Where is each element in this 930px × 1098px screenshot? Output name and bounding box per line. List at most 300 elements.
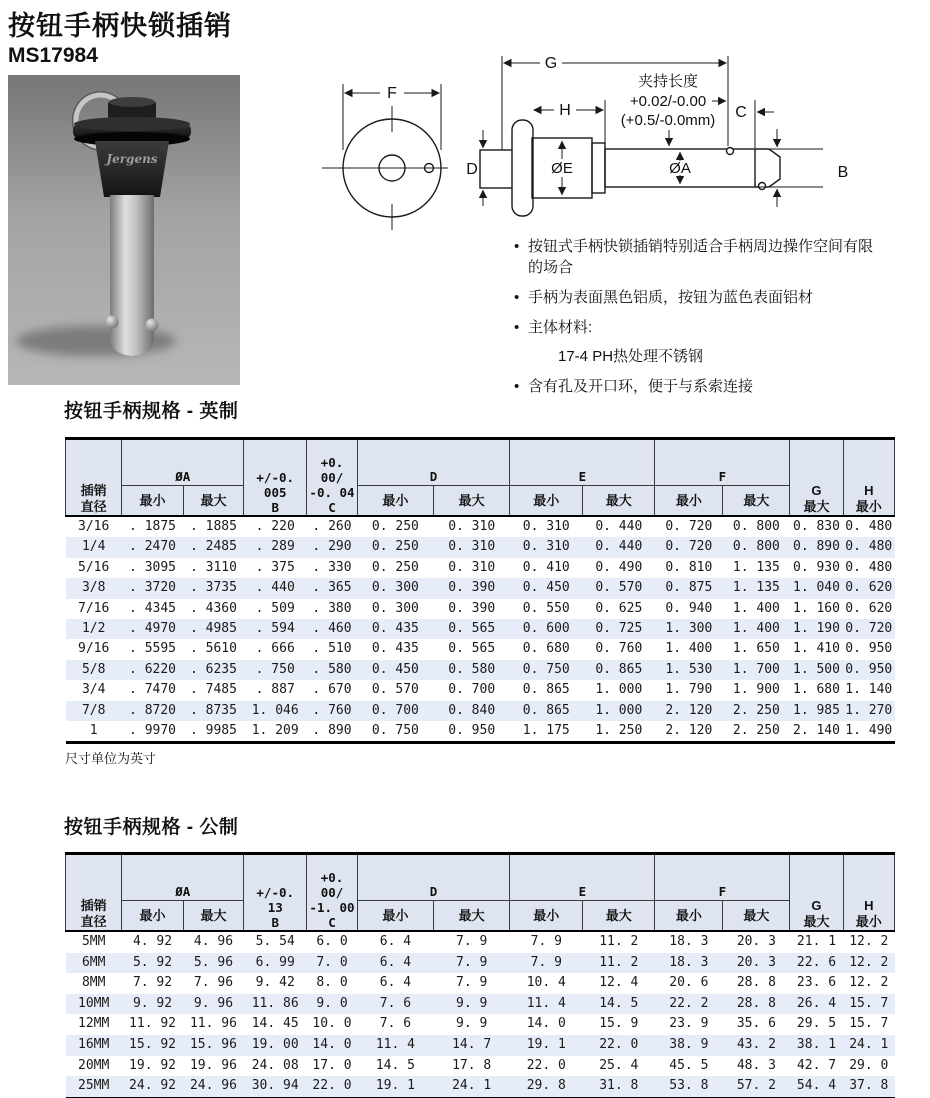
table-cell: 22. 0 (583, 1035, 655, 1056)
table-cell: 11. 2 (583, 953, 655, 974)
list-item (514, 317, 926, 367)
feature-text: 手柄为表面黑色铝质，按钮为蓝色表面铝材 (528, 289, 814, 306)
table-cell: 2. 250 (732, 723, 780, 739)
feature-text: 的场合 (528, 259, 574, 276)
handle-grip (95, 141, 169, 197)
table-cell: 0. 570 (583, 578, 655, 598)
table-cell: 7. 92 (132, 975, 173, 991)
table-cell: . 580 (307, 660, 358, 680)
table-cell: 0. 700 (448, 682, 496, 698)
subheader-min: 最小 (357, 901, 433, 932)
table-cell: . 5595 (129, 641, 177, 657)
table-cell: 0. 620 (845, 600, 893, 616)
table-cell: 0. 565 (434, 619, 510, 639)
table-cell: 14. 5 (583, 994, 655, 1015)
table-cell: 1/2 (66, 619, 122, 639)
table-cell: . 2485 (183, 537, 244, 557)
table-cell: 38. 9 (655, 1035, 723, 1056)
table-cell: 1. 790 (665, 682, 713, 698)
table-cell: 1. 046 (244, 701, 307, 721)
table-cell: 0. 800 (732, 519, 780, 534)
table-row (66, 953, 895, 974)
table-cell: 6MM (66, 953, 122, 974)
table-cell: 20MM (78, 1057, 110, 1073)
table-cell: 12. 2 (849, 975, 889, 991)
subheader-max: 最大 (583, 901, 655, 932)
table-cell: 7. 96 (193, 975, 234, 991)
table-cell: . 440 (244, 578, 307, 598)
table-cell: 0. 875 (655, 578, 723, 598)
table-cell: 24. 08 (251, 1057, 299, 1073)
table-cell: 7. 6 (357, 994, 433, 1015)
table-cell: 17. 8 (452, 1057, 492, 1073)
col-header-f: F (655, 854, 790, 901)
table-cell: 15. 9 (599, 1016, 639, 1032)
table-cell: 0. 310 (434, 537, 510, 557)
table-cell: 3/8 (66, 578, 122, 598)
table-cell: . 750 (244, 660, 307, 680)
table-cell: 9. 96 (183, 994, 244, 1015)
table-cell: 45. 5 (669, 1057, 709, 1073)
col-header-f: F (655, 439, 790, 486)
table-row (66, 973, 895, 994)
table-cell: 57. 2 (723, 1076, 790, 1098)
metric-section-title: 按钮手柄规格 - 公制 (64, 817, 239, 838)
subheader-max: 最大 (723, 901, 790, 932)
col-header-e: E (510, 439, 655, 486)
table-cell: 1. 400 (665, 641, 713, 657)
table-cell: 9. 0 (307, 994, 358, 1015)
table-cell: . 666 (255, 641, 295, 657)
table-cell: . 2470 (122, 537, 183, 557)
collar (592, 143, 605, 193)
table-cell: . 4345 (129, 600, 177, 616)
table-cell: 0. 440 (583, 537, 655, 557)
table-cell: 2. 140 (793, 723, 840, 739)
table-cell: 0. 440 (595, 519, 643, 534)
table-cell: 9. 92 (122, 994, 183, 1015)
table-cell: 35. 6 (736, 1016, 776, 1032)
table-cell: 11. 96 (189, 1016, 237, 1032)
table-cell: 19. 1 (510, 1035, 583, 1056)
table-cell: 4. 96 (193, 934, 234, 949)
grip-length-tol-mm: (+0.5/-0.0mm) (620, 112, 716, 129)
table-cell: . 4360 (189, 600, 237, 616)
table-cell: 20. 6 (669, 975, 709, 991)
table-cell: 1. 985 (790, 701, 843, 721)
table-cell: . 1885 (189, 519, 237, 534)
table-cell: 12. 2 (843, 953, 894, 974)
table-cell: 31. 8 (583, 1076, 655, 1098)
table-cell: 0. 570 (371, 682, 419, 698)
table-cell: . 510 (312, 641, 352, 657)
table-cell: 1. 700 (723, 660, 790, 680)
pin-tip (755, 149, 780, 187)
table-cell: 1. 135 (723, 578, 790, 598)
table-cell: 19. 96 (189, 1057, 237, 1073)
col-header-d: D (357, 439, 510, 486)
metric-spec-table (65, 852, 895, 1098)
dim-h-label: H (559, 102, 571, 119)
table-cell: 10. 4 (526, 975, 566, 991)
feature-text: 主体材料: (528, 319, 593, 336)
table-cell: 5MM (81, 934, 106, 949)
table-row (66, 1035, 895, 1056)
table-cell: . 3735 (183, 578, 244, 598)
table-cell: 0. 950 (448, 723, 496, 739)
table-cell: 18. 3 (669, 934, 709, 949)
table-cell: 0. 930 (793, 559, 840, 575)
table-cell: . 8720 (122, 701, 183, 721)
col-header-e: E (510, 854, 655, 901)
table-row (66, 578, 895, 598)
table-cell: 15. 7 (843, 994, 894, 1015)
table-cell: 6. 99 (244, 953, 307, 974)
table-cell: 7/16 (78, 600, 110, 616)
table-cell: 20. 3 (736, 934, 776, 949)
table-cell: 7. 9 (456, 934, 488, 949)
col-header-c: +0. 00/ -0. 04 C (307, 439, 358, 517)
table-cell: . 7470 (129, 682, 177, 698)
pin-shank (110, 195, 154, 356)
table-cell: 0. 310 (510, 537, 583, 557)
table-cell: 23. 6 (796, 975, 837, 991)
table-cell: . 594 (244, 619, 307, 639)
table-cell: 1. 900 (732, 682, 780, 698)
grip-length-label: 夹持长度 (637, 73, 699, 90)
table-cell: 0. 890 (790, 537, 843, 557)
table-cell: 1. 140 (845, 682, 893, 698)
table-cell: 9. 42 (255, 975, 295, 991)
table-cell: 0. 720 (655, 537, 723, 557)
table-cell: 0. 410 (522, 559, 570, 575)
table-cell: 8MM (81, 975, 106, 991)
feature-text: 按钮式手柄快锁插销特别适合手柄周边操作空间有限 (528, 238, 874, 255)
table-cell: . 380 (312, 600, 352, 616)
table-cell: 0. 720 (843, 619, 894, 639)
table-cell: . 365 (307, 578, 358, 598)
table-cell: . 289 (244, 537, 307, 557)
table-cell: 0. 865 (583, 660, 655, 680)
table-cell: 0. 940 (665, 600, 713, 616)
table-cell: 2. 120 (655, 701, 723, 721)
table-cell: 0. 830 (793, 519, 840, 534)
table-cell: 1/4 (66, 537, 122, 557)
table-cell: 1. 135 (732, 559, 780, 575)
table-cell: 0. 865 (510, 701, 583, 721)
table-cell: . 260 (312, 519, 352, 534)
table-cell: 0. 565 (448, 641, 496, 657)
table-cell: 42. 7 (796, 1057, 837, 1073)
table-cell: 0. 250 (357, 537, 433, 557)
imperial-spec-table (65, 437, 895, 744)
table-cell: 12. 2 (849, 934, 889, 949)
table-cell: 0. 480 (845, 519, 893, 534)
table-cell: 0. 300 (371, 600, 419, 616)
table-cell: 26. 4 (790, 994, 843, 1015)
table-cell: 11. 4 (510, 994, 583, 1015)
table-cell: 0. 390 (448, 600, 496, 616)
subheader-min: 最小 (357, 486, 433, 517)
table-row (66, 1056, 895, 1077)
table-cell: 0. 725 (583, 619, 655, 639)
table-cell: 0. 625 (595, 600, 643, 616)
col-header-pin-diameter: 插销 直径 (66, 439, 122, 517)
table-cell: . 9970 (129, 723, 177, 739)
table-cell: 7. 9 (530, 934, 562, 949)
subheader-max: 最大 (183, 901, 244, 932)
table-cell: 14. 0 (526, 1016, 566, 1032)
table-cell: 12MM (78, 1016, 110, 1032)
table-cell: 53. 8 (655, 1076, 723, 1098)
locking-ball-right (146, 319, 159, 332)
table-cell: 0. 950 (845, 641, 893, 657)
table-cell: 22. 2 (655, 994, 723, 1015)
table-cell: 0. 580 (434, 660, 510, 680)
table-cell: . 7485 (189, 682, 237, 698)
table-cell: 1. 400 (723, 619, 790, 639)
table-cell: 0. 800 (723, 537, 790, 557)
table-cell: 1. 209 (251, 723, 299, 739)
table-cell: 0. 310 (448, 519, 496, 534)
table-row (66, 931, 895, 953)
table-cell: . 8735 (183, 701, 244, 721)
feature-list (514, 236, 926, 406)
table-cell: 9/16 (78, 641, 110, 657)
bullet-dot: • (514, 378, 520, 395)
table-cell: . 4985 (183, 619, 244, 639)
table-cell: 19. 1 (357, 1076, 433, 1098)
table-cell: 2. 120 (665, 723, 713, 739)
product-photo (8, 75, 240, 385)
table-cell: 1. 400 (732, 600, 780, 616)
dim-c-label: C (735, 104, 747, 121)
dim-g-label: G (544, 55, 558, 72)
table-cell: . 509 (255, 600, 295, 616)
table-row (66, 537, 895, 557)
subheader-min: 最小 (510, 901, 583, 932)
table-cell: . 887 (255, 682, 295, 698)
feature-text: 含有孔及开口环，便于与系索连接 (528, 378, 754, 395)
dim-d-label: D (466, 161, 478, 178)
table-cell: . 375 (255, 559, 295, 575)
table-cell: 0. 300 (357, 578, 433, 598)
table-cell: 0. 865 (522, 682, 570, 698)
table-cell: 7. 9 (510, 953, 583, 974)
table-row (66, 516, 895, 537)
table-cell: 0. 720 (665, 519, 713, 534)
table-cell: 4. 92 (132, 934, 173, 949)
table-cell: . 1875 (129, 519, 177, 534)
table-row (66, 994, 895, 1015)
table-cell: 29. 8 (510, 1076, 583, 1098)
table-cell: 0. 435 (357, 619, 433, 639)
table-row (66, 660, 895, 680)
table-cell: 9. 9 (434, 994, 510, 1015)
table-cell: 0. 840 (434, 701, 510, 721)
table-row (66, 701, 895, 721)
table-cell: 22. 0 (526, 1057, 566, 1073)
table-cell: 29. 0 (849, 1057, 889, 1073)
table-cell: 1. 500 (790, 660, 843, 680)
table-cell: 0. 700 (357, 701, 433, 721)
table-cell: 19. 00 (244, 1035, 307, 1056)
table-cell: 28. 8 (736, 975, 776, 991)
table-row (66, 680, 895, 700)
technical-diagram (322, 40, 930, 240)
table-cell: 18. 3 (655, 953, 723, 974)
subheader-max: 最大 (723, 486, 790, 517)
imperial-section-title: 按钮手柄规格 - 英制 (64, 401, 239, 422)
table-cell: 0. 480 (845, 559, 893, 575)
table-cell: 1. 530 (655, 660, 723, 680)
table-row (66, 721, 895, 743)
table-cell: 5/8 (66, 660, 122, 680)
table-cell: 6. 4 (357, 953, 433, 974)
table-cell: 7. 9 (456, 975, 488, 991)
table-cell: 20. 3 (723, 953, 790, 974)
table-cell: . 9985 (189, 723, 237, 739)
dim-oa-label: ØA (669, 160, 691, 177)
table-cell: 1 (89, 723, 98, 739)
table-cell: 24. 1 (434, 1076, 510, 1098)
feature-subtext: 17-4 PH热处理不锈钢 (558, 348, 704, 365)
dim-b-label: B (837, 164, 849, 181)
table-cell: 0. 310 (448, 559, 496, 575)
table-cell: . 6220 (122, 660, 183, 680)
grip-length-tol-in: +0.02/-0.00 (629, 93, 707, 110)
table-cell: 0. 435 (371, 641, 419, 657)
table-cell: 8. 0 (316, 975, 348, 991)
table-cell: 0. 760 (595, 641, 643, 657)
table-cell: 0. 810 (665, 559, 713, 575)
table-cell: 3/16 (78, 519, 110, 534)
subheader-min: 最小 (122, 486, 183, 517)
table-cell: 0. 450 (357, 660, 433, 680)
table-cell: 0. 950 (843, 660, 894, 680)
subheader-max: 最大 (434, 901, 510, 932)
table-cell: 28. 8 (723, 994, 790, 1015)
table-cell: 3/4 (81, 682, 106, 698)
table-cell: 54. 4 (790, 1076, 843, 1098)
subheader-min: 最小 (122, 901, 183, 932)
part-number: MS17984 (8, 44, 98, 67)
table-cell: 15. 96 (183, 1035, 244, 1056)
table-cell: 1. 680 (793, 682, 840, 698)
table-cell: 7. 6 (379, 1016, 412, 1032)
table-cell: 0. 550 (522, 600, 570, 616)
bullet-dot: • (514, 289, 520, 306)
table-cell: 1. 270 (843, 701, 894, 721)
table-cell: 1. 190 (790, 619, 843, 639)
table-cell: 25MM (66, 1076, 122, 1098)
table-cell: 11. 4 (357, 1035, 433, 1056)
table-cell: 0. 750 (371, 723, 419, 739)
table-cell: 10MM (66, 994, 122, 1015)
table-cell: 5. 96 (183, 953, 244, 974)
table-cell: 1. 000 (595, 682, 643, 698)
table-cell: . 3110 (189, 559, 237, 575)
table-cell: . 5610 (189, 641, 237, 657)
table-cell: 23. 9 (669, 1016, 709, 1032)
table-cell: 1. 300 (655, 619, 723, 639)
table-row (66, 619, 895, 639)
table-cell: 15. 92 (122, 1035, 183, 1056)
table-cell: 24. 92 (122, 1076, 183, 1098)
table-cell: . 4970 (122, 619, 183, 639)
col-header-h: H 最小 (843, 439, 894, 517)
table-cell: . 670 (312, 682, 352, 698)
table-cell: . 3095 (129, 559, 177, 575)
table-cell: 1. 160 (793, 600, 840, 616)
table-cell: 11. 92 (129, 1016, 177, 1032)
front-view (322, 84, 448, 230)
table-cell: 22. 0 (307, 1076, 358, 1098)
col-header-oa: ØA (122, 439, 244, 486)
table-cell: 15. 7 (849, 1016, 889, 1032)
table-cell: . 890 (312, 723, 352, 739)
table-cell: 1. 040 (790, 578, 843, 598)
col-header-oa: ØA (122, 854, 244, 901)
ball-top (727, 148, 734, 155)
table-cell: 1. 410 (793, 641, 840, 657)
table-cell: 11. 2 (599, 934, 639, 949)
col-header-h: H 最小 (843, 854, 894, 932)
bullet-dot: • (514, 319, 520, 336)
table-cell: 5. 92 (122, 953, 183, 974)
table-cell: 1. 175 (522, 723, 570, 739)
subheader-max: 最大 (183, 486, 244, 517)
table-cell: 0. 480 (843, 537, 894, 557)
table-cell: 48. 3 (736, 1057, 776, 1073)
col-header-b: +/-0. 005 B (244, 439, 307, 517)
col-header-g: G 最大 (790, 854, 843, 932)
list-item (514, 376, 926, 397)
subheader-max: 最大 (583, 486, 655, 517)
table-cell: 0. 250 (371, 559, 419, 575)
table-cell: 0. 310 (522, 519, 570, 534)
table-cell: 10. 0 (312, 1016, 352, 1032)
page-title: 按钮手柄快锁插销 (8, 11, 232, 41)
table-cell: 38. 1 (790, 1035, 843, 1056)
table-cell: 0. 600 (510, 619, 583, 639)
table-cell: . 6235 (183, 660, 244, 680)
table-row (66, 558, 895, 578)
table-cell: 37. 8 (843, 1076, 894, 1098)
table-row (66, 1014, 895, 1035)
list-item (514, 287, 926, 308)
col-header-c: +0. 00/ -1. 00 C (307, 854, 358, 932)
subheader-min: 最小 (655, 901, 723, 932)
table-cell: 19. 92 (129, 1057, 177, 1073)
table-cell: 14. 5 (375, 1057, 415, 1073)
table-cell: 12. 4 (599, 975, 639, 991)
table-row (66, 599, 895, 619)
table-cell: . 220 (255, 519, 295, 534)
col-header-g: G 最大 (790, 439, 843, 517)
table-cell: 6. 0 (316, 934, 348, 949)
side-view (466, 55, 848, 216)
table-cell: 1. 650 (732, 641, 780, 657)
table-cell: 0. 680 (522, 641, 570, 657)
table-cell: 5/16 (78, 559, 110, 575)
table-cell: 0. 250 (371, 519, 419, 534)
dim-f-label: F (387, 85, 397, 102)
table-cell: 0. 750 (510, 660, 583, 680)
table-cell: 2. 250 (723, 701, 790, 721)
table-cell: 24. 96 (183, 1076, 244, 1098)
table-cell: 0. 620 (843, 578, 894, 598)
